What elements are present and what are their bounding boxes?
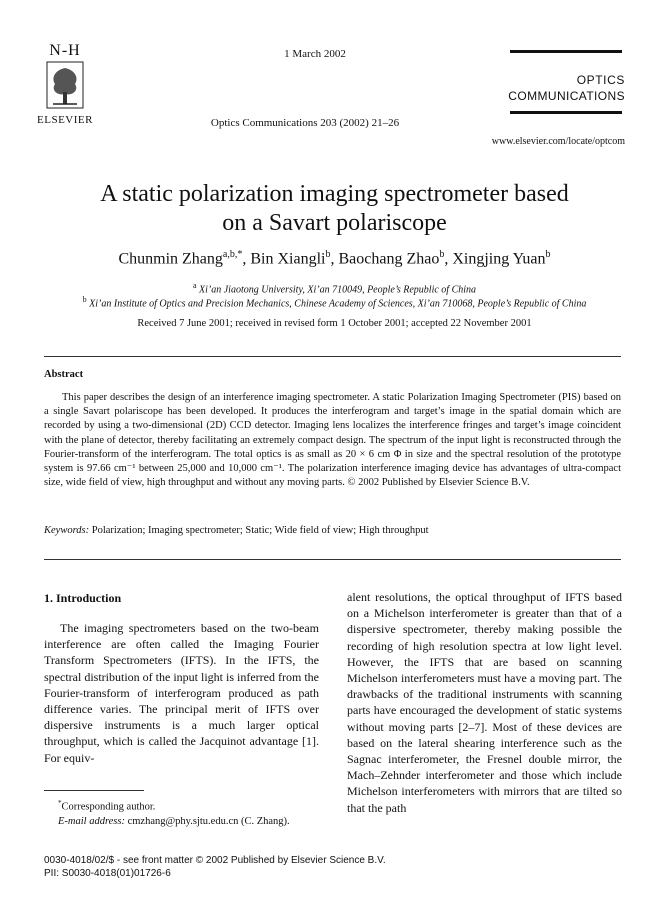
logo-nh-text: N-H <box>49 42 81 59</box>
affiliation-b-text: Xi’an Institute of Optics and Precision Mechanics, Chinese Academy of Sciences, Xi’an 710068, People’s Republic of China <box>89 298 587 310</box>
keywords-text: Polarization; Imaging spectrometer; Static; Wide field of view; High throughput <box>91 525 429 536</box>
author-separator: , <box>444 250 453 268</box>
article-title <box>40 180 629 238</box>
affiliation-b <box>30 295 639 309</box>
elsevier-logo <box>30 42 100 132</box>
journal-title-line2: COMMUNICATIONS <box>508 89 625 103</box>
divider <box>44 559 621 560</box>
journal-rule-top <box>510 50 622 53</box>
abstract-body <box>44 391 621 490</box>
author-affil-mark: b <box>325 249 331 260</box>
issue-date: 1 March 2002 <box>284 48 346 60</box>
abstract-text: This paper describes the design of an interference imaging spectrometer. A static Polarization Imaging Spectrometer (PIS) based on a single Savart polariscope has been developed. It produces the interferogram and target’s image in the spatial domain which are recorded by using a two-dimensional (2D) CCD detector. Imaging lens localizes the interference fringes and target’s image coincident with the plane of detector, thereby facilitating an extremely compact design. The spectrum of the input light is reconstructed through the Fourier-transform of the interferogram. The total optics is as small as 20 × 6 cm Φ in size and the spectral resolution of the prototype system is 97.66 cm⁻¹ between 25,000 and 10,000 cm⁻¹. The polarization interference imaging device has advantages of ultra-compact size, wide field of view, high throughput and without any moving parts. © 2002 Published by Elsevier Science B.V. <box>44 392 621 489</box>
footnote-corresponding <box>44 796 334 815</box>
footnote-rule <box>44 790 144 791</box>
footer-pii: PII: S0030-4018(01)01726-6 <box>44 868 171 879</box>
author-name: Baochang Zhao <box>338 250 440 268</box>
tree-emblem-icon <box>45 60 85 110</box>
received-dates: Received 7 June 2001; received in revised form 1 October 2001; accepted 22 November 2001 <box>137 318 532 329</box>
affiliation-a-text: Xi’an Jiaotong University, Xi’an 710049, People’s Republic of China <box>199 284 477 296</box>
author-list <box>40 249 629 268</box>
publisher-name: ELSEVIER <box>37 114 93 126</box>
journal-citation: Optics Communications 203 (2002) 21–26 <box>210 117 400 129</box>
author-name: Bin Xiangli <box>250 250 326 268</box>
body-column-right <box>347 589 622 816</box>
author-affil-mark: b <box>545 249 551 260</box>
title-line-2: on a Savart polariscope <box>222 210 447 236</box>
keywords-label: Keywords: <box>44 525 90 536</box>
body-column-left <box>44 620 319 766</box>
affiliation-b-mark: b <box>82 295 87 304</box>
email-label: E-mail address: <box>58 815 125 827</box>
journal-url[interactable]: www.elsevier.com/locate/optcom <box>491 136 625 147</box>
author-affil-mark: a,b,* <box>222 249 243 260</box>
footnote-email <box>44 815 334 829</box>
footnote-mark: * <box>58 799 62 807</box>
title-line-1: A static polarization imaging spectrometer based <box>100 181 569 207</box>
journal-rule-bottom <box>510 111 622 114</box>
abstract-heading: Abstract <box>44 369 84 380</box>
section-heading: 1. Introduction <box>44 591 122 605</box>
author-name: Xingjing Yuan <box>452 250 546 268</box>
page-footer <box>44 854 444 880</box>
author-separator: , <box>242 250 251 268</box>
footnote <box>44 796 334 829</box>
corresponding-author-label: Corresponding author. <box>61 801 156 813</box>
divider <box>44 356 621 357</box>
author-affil-mark: b <box>439 249 445 260</box>
paragraph: The imaging spectrometers based on the two-beam interference are often called the Imaging Fourier Transform Spectrometers (IFTS). In the IFTS, the spectral distribution of the input light is inferred from the Fourier-transform of interferogram produced as path difference varies. The principal merit of IFTS over dispersive instruments is a much larger optical throughput, which is called the Jacquinot advantage [1]. For equiv- <box>44 621 319 765</box>
journal-title-line1: OPTICS <box>576 73 625 87</box>
author-separator: , <box>330 250 339 268</box>
author-name: Chunmin Zhang <box>118 250 223 268</box>
footer-copyright: 0030-4018/02/$ - see front matter © 2002 Published by Elsevier Science B.V. <box>44 855 386 866</box>
keywords <box>44 525 621 536</box>
affiliation-a <box>30 281 639 295</box>
paragraph: alent resolutions, the optical throughput of IFTS based on a Michelson interferometer is greater than that of a dispersive spectrometer, thereby making possible the recording of high resolution spectra at low light level. However, the IFTS that are based on scanning Michelson interferometers must have a moving part. The drawbacks of the traditional instruments with scanning parts have encouraged the development of static systems without moving parts [2–7]. Most of these devices are based on the lateral shearing interference such as the Sagnac interferometer, the Fresnel double mirror, the Mach–Zehnder interferometer and those which include Michelson interferometers with mirrors that are tilted so that the path <box>347 590 622 815</box>
affiliation-a-mark: a <box>192 281 197 290</box>
email-address[interactable]: cmzhang@phy.sjtu.edu.cn (C. Zhang). <box>127 815 290 827</box>
